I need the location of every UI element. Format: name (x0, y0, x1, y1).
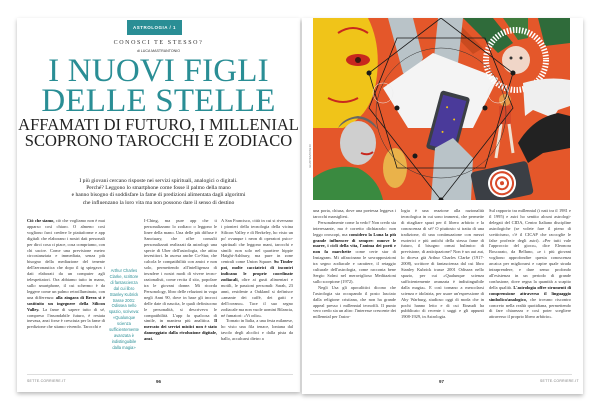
illustration-credit: ILLUSTRAZIONE DI (309, 144, 312, 168)
subtitle-line: SCOPRONO TAROCCHI E ZODIACO (24, 131, 293, 150)
intro-line: e hanno bisogno di soddisfare la fame di predizioni alimentata dagli algoritmi (71, 192, 246, 199)
body-text: logia è una reazione alla razionalità tecnologica in cui sono immersi, che permette di ritagliare spazi per il libero arbitrio e la conoscenza di sé? O piuttosto si tratta di una tradizione, di una continuazione con mezzi esoterici e più antichi della stessa fame di futuro, il bisogno ormai bulimico di previsione, di anticipazione? Non è un aut aut, lo diceva già Arthur Charles Clarke (1917-2008), scrittore di fantascienza dal cui libro Stanley Kubrick trasse 2001 Odissea nello spazio, per cui «Qualunque scienza sufficientemente avanzata è indistinguibile dalla magia». E così tornano a mescolarsi scienza e idolatria, per usare un'espressione di Aby Warburg, studioso oggi di moda che in pochi hanno letto e di cui Einaudi ha pubblicato di recente i saggi e gli appunti 1908-1929, in Astrologia. (401, 208, 484, 320)
body-paragraph (221, 318, 293, 342)
headline-line: DELLE STELLE (41, 83, 276, 119)
intro-line: I più giovani cercano risposte nei servizi spirituali, analogici o digitali. (79, 178, 238, 184)
page-number: 96 (156, 379, 162, 384)
bold-highlight: L'astrologia offre strumenti di comprensione attraverso il linguaggio simbolico/analogico, (489, 284, 571, 302)
collage-illustration (313, 18, 570, 200)
subtitle-line: AFFAMATI DI FUTURO, I MILLENIAL (18, 115, 299, 134)
body-paragraph (221, 218, 293, 318)
body-text: oltre ai gusti alimentari e motili, le passioni personali: Sarah, 23 anni, residente a Oakland si definisce «amante dei caffè, dei gatti e dell'oceano». Tace il suo segno zodiacale ma non vuole uomini Bilancia, né fumatori: «Vi odio». (221, 277, 293, 318)
body-paragraph (27, 218, 105, 330)
body-column (313, 208, 396, 320)
body-text: ciò che vogliamo non è mai apparso così chiaro. O almeno così vogliono farci credere le piattaforme e app digitali che elaborano i nostri dati personali per dirci cosa ci piace, cosa compriamo, con chi uscire. Come una previsione meteo circostanziata e immediata, senza più bisogno della mediazione del tenente dell'aeronautica che dopo il tg spiegava i dati elaborati da un computer agli telespettatori. Ora abbiamo tutto in mano, sullo smartphone, il cui schermo è da leggere come un palmo retroilluminato, con una differenza: (27, 218, 106, 300)
body-text: che trovano riscontro concreto nella realtà quotidiana, permettendo di fare chiarezza e così poter scegliere attraverso il proprio libero arbitrio». (489, 296, 571, 320)
headline-line: I NUOVI FIGLI (48, 53, 269, 89)
intro-line: Perché? Leggono lo smartphone come fosse il palmo della mano (86, 185, 231, 192)
bold-highlight: Ciò che siamo, (27, 218, 55, 223)
body-paragraph (401, 208, 484, 320)
intro-line: che influenzano la loro vita ma non possono dare il senso di destino (82, 199, 235, 206)
page-number: 97 (439, 379, 445, 384)
body-text: come certe star di Instagram. Mi affascinano le sovrapposizioni tra segno zodiacale e carattere, il retaggio culturale dell'astrologia, come racconta bene Sergio Solmi nel meraviglioso Meditazioni sullo scorpione (1972). (313, 249, 396, 284)
right-page (302, 18, 583, 394)
left-page (17, 18, 300, 392)
byline: di LUCA MASTRANTONIO (136, 49, 181, 53)
body-text: La fame di sapere tutto di sé, compreso l'insondabile futuro, è restata inevasa, anzi forse è cresciuta per la fame di predizione che stiamo vivendo. Tarocchi e (27, 306, 105, 330)
body-text: A San Francisco, città in cui si riversano i pionieri della tecnologia della vicina Silicon Valley e di Berkeley, ho visto un po' ovunque i neon di operatori psico-spirituali che leggono mani, tarocchi e simili: non solo nel quartiere hippie Haight-Ashbury, ma pure in zone centrali come Union Square. (221, 218, 293, 265)
footer-site: SETTE.CORRIERE.IT (27, 379, 66, 383)
body-paragraph (313, 208, 396, 220)
bold-highlight: alla zingara di Brera si è sostituito un ingegnere della Silicon Valley. (27, 294, 105, 312)
headline (17, 53, 300, 119)
body-paragraph (313, 220, 396, 285)
body-column (221, 218, 293, 342)
body-text: Sul rapporto tra millennial (i nati tra il 1981 e il 1995) e astri ho sentito alcuni astrologi-delegati del CIDA, Centro Italiano discipline astrologiche (se volete fare il pieno di scetticismo, c'è il CICAP che raccoglie le false profezie degli astri). «Per tutti vale l'approccio del gioco», dice Eleonora Boscarato, da Belluno, «e i più giovani vogliono approfondire questa conoscenza arcaica per migliorarsi e capire quale strada intraprendere, e dare senso profondo all'esistenza in un periodo di grande confusione, dove regna la quantità a scapito della qualità. (489, 208, 571, 290)
body-paragraph (489, 208, 571, 320)
body-text: Negli Usa gli apocalittici dicono che l'astrologia sta occupando il posto lasciato dalla religione cristiana, che non ha grande appeal presso i millennial tecnofili. Il punto vero credo sia un altro: l'interesse crescente dei millennial per l'astro- (313, 284, 396, 320)
intro-paragraph (47, 178, 270, 207)
section-rubric: ASTROLOGIA / 1 (127, 20, 182, 35)
footer-divider (310, 374, 572, 375)
kicker: CONOSCI TE STESSO? (113, 40, 204, 46)
bold-highlight: considero la Luna la più grande influencer di sempre: muove le maree, i cicli della vita, l'anima dei poeti e non fa marchette (313, 231, 396, 255)
body-column (144, 218, 217, 342)
body-column (401, 208, 484, 320)
bold-highlight: Il mercato dei servizi mistici non è stato danneggiato dalla rivoluzione digitale, anzi. (144, 318, 217, 342)
footer-site: SETTE.CORRIERE.IT (540, 379, 579, 383)
footer-divider (27, 374, 293, 375)
body-column (27, 218, 105, 330)
body-text: Personalmente come la vedo? Non credo sia interessante, ma è corretto dichiararlo: non leggo oroscopi, ma (313, 219, 396, 237)
body-column (489, 208, 571, 320)
body-text: una porta, chiusa, dove una poetessa leggeva i tarocchi marsigliesi. (313, 208, 396, 219)
body-paragraph (313, 285, 396, 320)
body-text: Tornato in Italia, a una festa milanese, ho visto una fila tenace, lontana dal tavolo degli alcolici e dalla pista da ballo, accalcarsi dietro a (221, 318, 293, 342)
body-paragraph (144, 218, 217, 342)
subtitle (17, 117, 300, 149)
pull-quote-caption: Arthur Charles Clarke, scrittore di fantascienza dal cui libro Stanley Kubrick trasse 2001: Odissea nello spazio, scriveva: «Qualunque scienza sufficientemente avanzata è indistinguibile dalla magia» (108, 268, 140, 350)
bold-highlight: Su Tinder poi, molte cacciatrici di incontri indicano le proprie coordinate zodiacali, (221, 259, 293, 283)
body-text: I-Ching, ma pure app che ti personalizzano lo zodiaco o leggono le linee della mano. Una delle più diffuse è Sanctuary, che offre consulti personalizzati realizzati da astrologi: una specie di Uber dell'astrologia, che attira investitori. In ascesa anche Co-Star, che calcola le compatibilità con amici e non solo, permettendo all'intelligenza di invadere i nostri modi di vivere tecno-razionalisti, come recita il sito, popolare tra le giovani donne. Mi ricorda Personology, libro delle relazioni in voga negli Anni 90, dove in base gli incroci delle date di nascita, le quali definiscono le personalità, si descriveva le compatibilità. L'app fa qualcosa di simile, in maniera più analitica. (144, 218, 217, 324)
